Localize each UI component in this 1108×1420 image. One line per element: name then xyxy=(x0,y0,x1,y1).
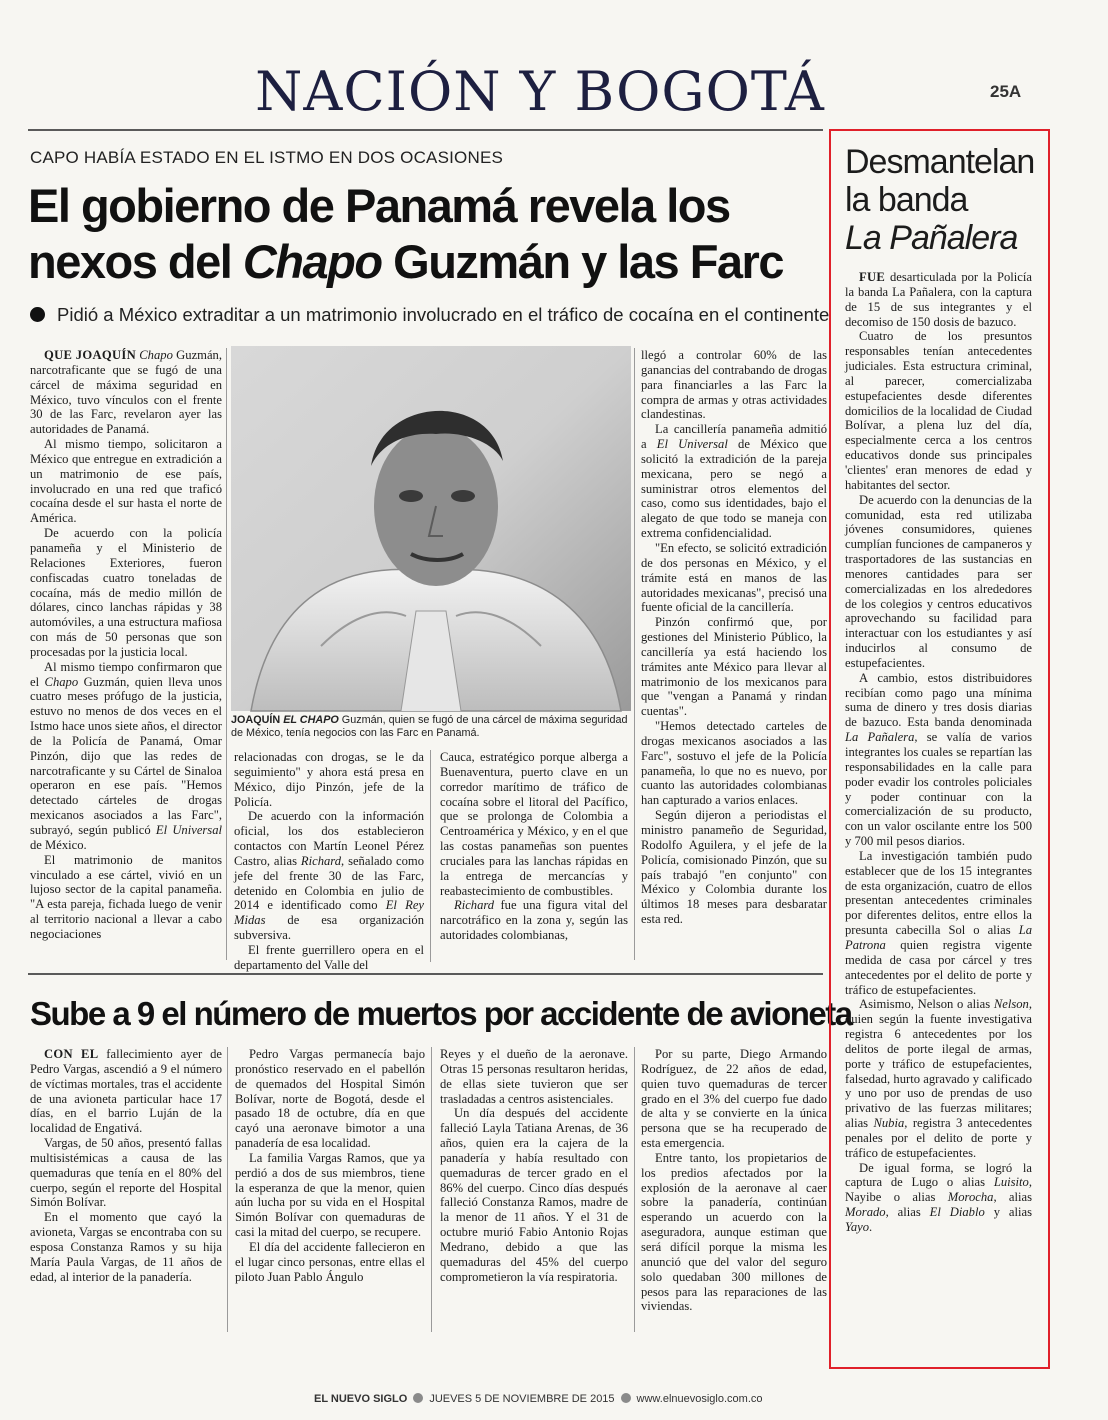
page-number: 25A xyxy=(990,82,1022,101)
story-kicker: CAPO HABÍA ESTADO EN EL ISTMO EN DOS OCASIONES xyxy=(30,148,504,167)
second-story-column-3: Reyes y el dueño de la aeronave. Otras 15 personas resultaron heridas, de ellas siete tuvieron que ser trasladadas a centros asistenciales. Un día después del accidente falleció Layla Tatiana Arenas, de 36 años, quien era la cajera de la panadería y había resultado con quemaduras de tercer grado en el 86% del cuerpo. Cinco días después falleció Constanza Ramos, madre de la menor de 11 años. Y el 31 de octubre murió Fabio Antonio Rojas Medrano, debido a que las quemaduras del 45% del cuerpo comprometieron la vía respiratoria. xyxy=(440,1047,628,1284)
sidebar-article: FUE desarticulada por la Policía la banda La Pañalera, con la captura de 15 de sus integrantes y el decomiso de 150 dosis de bazuco. Cuatro de los presuntos responsables tenían antecedentes judiciales. Esta estructura criminal, al parecer, comercializaba estupefacientes desde diferentes domicilios de la localidad de Ciudad Bolívar, a plena luz del día, especialmente cerca a los centros educativos donde sus principales 'clientes' eran menores de edad y habitantes del sector. De acuerdo con la denuncias de la comunidad, esta red utilizaba jóvenes consumidores, quienes cumplían funciones de campaneros y trasportadores de las sustancias en menores cantidades para ser comercializadas en los alrededores de los colegios y centros educativos aprovechando su facilidad para interactuar con los estudiantes y así inducirlos al consumo de estupefacientes. A cambio, estos distribuidores recibían como pago una mínima suma de dinero y tres dosis diarias de bazuco. Esta banda denominada La Pañalera, se valía de varios integrantes los cuales se repartían las responsabilidades en la calle para poder evadir los controles policiales y poder continuar con la comercialización de su producto, con un valor oscilante entre los 500 y 700 mil pesos diarios. La investigación también pudo establecer que de los 15 integrantes de esta organización, cuatro de ellos presentan antecedentes criminales por diferentes delitos, entre ellos la presunta cabecilla Sol o alias La Patrona quien registra vigente medida de casa por cárcel y tres antecedentes por el delito de porte y tráfico de estupefacientes. Asimismo, Nelson o alias Nelson, quien según la fuente investigativa registra 6 antecedentes por los delitos de porte ilegal de armas, porte y tráfico de estupefacientes, falsedad, hurto agravado y calificado y uno por uso de prendas de uso privativo de las fuerzas militares; alias Nubia, registra 3 antecedentes penales por el delito de porte y tráfico de estupefacientes. De igual forma, se logró la captura de Lugo o alias Luisito, Nayibe o alias Morocha, alias Morado, alias El Diablo y alias Yayo. xyxy=(845,270,1033,1234)
column-divider xyxy=(634,348,635,960)
second-story-column-4: Por su parte, Diego Armando Rodríguez, de 22 años de edad, quien tuvo quemaduras de tercer grado en el 3% del cuerpo fue dado de alta y se convierte en la única persona que se ha recuperado de esta emergencia. Entre tanto, los propietarios de los predios afectados por la explosión de la aeronave al caer sobre la panadería, continúan esperando un acuerdo con la aseguradora, aunque estiman que será difícil porque la misma les anunció que del valor del seguro solo quedaban 300 millones de pesos para las reparaciones de las viviendas. xyxy=(641,1047,827,1314)
page-footer xyxy=(314,1393,763,1405)
second-headline: Sube a 9 el número de muertos por accidente de avioneta xyxy=(30,995,852,1032)
main-story-column-4: llegó a controlar 60% de las ganancias del contrabando de drogas para financiarles a las Farc la compra de armas y otras actividades clandestinas. La cancillería panameña admitió a El Universal de México que solicitó la extradición de la pareja mexicana, pero se negó a suministrar otros elementos del caso, como sus identidades, bajo el alegato de que todo se maneja con extrema confidencialidad. "En efecto, se solicitó extradición de dos personas en México, y el trámite está en manos de las autoridades mexicanas", precisó una fuente oficial de la cancillería. Pinzón confirmó que, por gestiones del Ministerio Público, la cancillería ya está haciendo los trámites ante México para llevar al matrimonio de los mexicanos para que "vengan a Panamá y rindan cuentas". "Hemos detectado carteles de drogas mexicanos asociados a las Farc", sostuvo el jefe de la Policía panameña, lo que no es nuevo, por cuanto las autoridades colombianas han capturado a varios enlaces. Según dijeron a periodistas el ministro panameño de Seguridad, Rodolfo Aguilera, y el jefe de la Policía, comisionado Pinzón, que su país trabajó "en conjunto" con México y Colombia durante los últimos 18 meses para desbaratar esta red. xyxy=(641,348,827,927)
column-divider xyxy=(634,1047,635,1332)
story-separator-rule xyxy=(28,973,823,975)
main-headline xyxy=(28,178,828,290)
column-divider xyxy=(227,1047,228,1332)
main-story-column-3: Cauca, estratégico porque alberga a Buenaventura, puerto clave en un corredor marítimo de tráfico de cocaína sobre el litoral del Pacífico, que se prolonga de Colombia a Centroamérica y México, y en el que las costas panameñas son puentes cruciales para las lanchas rápidas en la entrega de mercancías y reabastecimiento de combustibles. Richard fue una figura vital del narcotráfico en la zona y, según las autoridades colombianas, xyxy=(440,750,628,943)
bullet-icon xyxy=(30,307,45,322)
story-subhead: Pidió a México extraditar a un matrimonio involucrado en el tráfico de cocaína en el continente xyxy=(30,304,825,326)
chapo-guzman-photo xyxy=(231,346,631,711)
footer-url: www.elnuevosiglo.com.co xyxy=(636,1393,763,1405)
main-story-column-1: QUE JOAQUÍN Chapo Guzmán, narcotraficante que se fugó de una cárcel de máxima seguridad en México, tuvo vínculos con el frente 30 de las Farc, revelaron ayer las autoridades de Panamá. Al mismo tiempo, solicitaron a México que entregue en extradición a un matrimonio de ese país, involucrado en una red que traficó cocaína desde el sur hasta el norte de América. De acuerdo con la policía panameña y el Ministerio de Relaciones Exteriores, fueron confiscadas cuatro toneladas de cocaína, más de medio millón de dólares, cinco lanchas rápidas y 38 automóviles, a una estructura mafiosa con más de 50 personas que son procesadas por la justicia local. Al mismo tiempo confirmaron que el Chapo Guzmán, quien lleva unos cuatro meses prófugo de la justicia, estuvo no menos de dos veces en el Istmo hace unos siete años, el director de la Policía de Panamá, Omar Pinzón, dijo que las redes de narcotraficante y su Cártel de Sinaloa operaron en ese país. "Hemos detectado cárteles de drogas mexicanos asociados a las Farc", subrayó, según publicó El Universal de México. El matrimonio de manitos vinculado a ese cártel, vivió en un lujoso sector de la capital panameña. "A esta pareja, fichada luego de venir al territorio nacional a llevar a cabo negociaciones xyxy=(30,348,223,941)
header-rule xyxy=(28,129,823,131)
footer-brand: EL NUEVO SIGLO xyxy=(314,1393,408,1405)
headline-line-2: nexos del Chapo Guzmán y las Farc xyxy=(28,235,783,288)
column-divider xyxy=(226,348,227,960)
dot-icon xyxy=(621,1393,631,1403)
section-title: NACIÓN Y BOGOTÁ xyxy=(255,60,825,123)
second-story-column-2: Pedro Vargas permanecía bajo pronóstico reservado en el pabellón de quemados del Hospital Simón Bolívar, norte de Bogotá, desde el pasado 18 de octubre, día en que cayó una aeronave bimotor a una panadería de esa localidad. La familia Vargas Ramos, que ya perdió a dos de sus miembros, tiene la esperanza de que la menor, quien aún lucha por su vida en el Hospital Simón Bolívar con quemaduras de casi la mitad del cuerpo, se recupere. El día del accidente fallecieron en el lugar cinco personas, entre ellas el piloto Juan Pablo Ángulo xyxy=(235,1047,425,1284)
sidebar-title: Desmantelan la banda La Pañalera xyxy=(845,143,1035,257)
column-divider xyxy=(431,1047,432,1332)
photo-caption: JOAQUÍN EL CHAPO Guzmán, quien se fugó de una cárcel de máxima seguridad de México, tenía negocios con las Farc en Panamá. xyxy=(231,714,628,739)
dot-icon xyxy=(413,1393,423,1403)
column-divider xyxy=(430,750,431,962)
footer-date: JUEVES 5 DE NOVIEMBRE DE 2015 xyxy=(429,1393,615,1405)
main-story-column-2: relacionadas con drogas, se le da seguimiento" y ahora está presa en México, dijo Pinzón, jefe de la Policía. De acuerdo con la información oficial, los dos establecieron contactos con Martín Leonel Pérez Castro, alias Richard, señalado como jefe del frente 30 de las Farc, detenido en Colombia en julio de 2014 e identificado como El Rey Midas de esa organización subversiva. El frente guerrillero opera en el departamento del Valle del xyxy=(234,750,425,972)
second-story-column-1: CON EL fallecimiento ayer de Pedro Vargas, ascendió a 9 el número de víctimas mortales, tras el accidente de una avioneta particular hace 17 días, en el barrio Luján de la localidad de Engativá. Vargas, de 50 años, presentó fallas multisistémicas a causa de las quemaduras que tenía en el 80% del cuerpo, según el reporte del Hospital Simón Bolívar. En el momento que cayó la avioneta, Vargas se encontraba con su esposa Constanza Ramos y su hija María Paula Vargas, de 11 años de edad, al interior de la panadería. xyxy=(30,1047,222,1284)
portrait-illustration xyxy=(231,346,631,711)
headline-line-1: El gobierno de Panamá revela los xyxy=(28,179,730,232)
